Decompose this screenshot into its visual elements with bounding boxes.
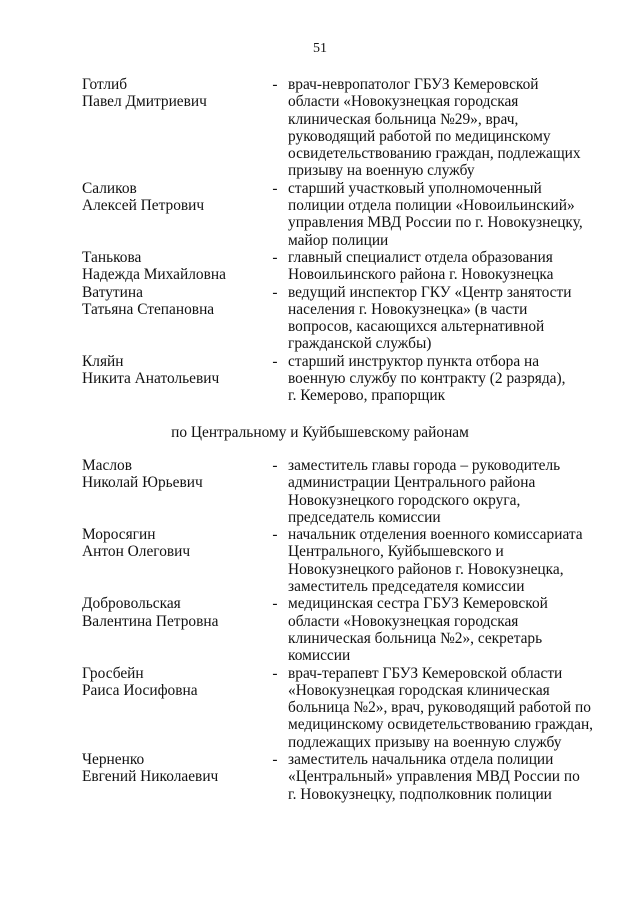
member-name <box>82 457 262 492</box>
member-position <box>288 284 602 353</box>
member-position <box>288 76 602 180</box>
member-entry <box>82 595 602 664</box>
member-entry <box>82 284 602 353</box>
member-entry <box>82 751 602 803</box>
member-surname: Кляйн <box>82 352 124 370</box>
page-number: 51 <box>313 41 327 56</box>
member-position <box>288 526 602 595</box>
member-surname: Моросягин <box>82 526 156 544</box>
separator-dash: - <box>272 283 278 301</box>
member-name <box>82 180 262 215</box>
member-entry <box>82 665 602 751</box>
position-line: области «Новокузнецкая городская <box>288 93 519 111</box>
position-line: населения г. Новокузнецка» (в части <box>288 300 528 318</box>
position-line: управления МВД России по г. Новокузнецку, <box>288 214 583 232</box>
member-entry <box>82 76 602 180</box>
member-surname: Танькова <box>82 248 142 266</box>
position-line: вопросов, касающихся альтернативной <box>288 318 545 336</box>
position-line: полиции отдела полиции «Новоильинский» <box>288 197 575 215</box>
member-surname: Ватутина <box>82 283 143 301</box>
member-position <box>288 751 602 803</box>
separator-dash: - <box>272 751 278 769</box>
member-position <box>288 180 602 249</box>
position-line: больница №2», врач, руководящий работой по <box>288 699 591 717</box>
member-position <box>288 595 602 664</box>
position-line: майор полиции <box>288 231 389 249</box>
separator-dash: - <box>272 76 278 93</box>
member-position <box>288 249 602 284</box>
separator-dash: - <box>272 595 278 613</box>
member-entry <box>82 249 602 284</box>
member-surname: Гросбейн <box>82 664 144 682</box>
member-given-names: Павел Дмитриевич <box>82 93 207 111</box>
position-line: медицинскому освидетельствованию граждан, <box>288 716 594 734</box>
separator-dash: - <box>272 526 278 544</box>
member-name <box>82 665 262 700</box>
member-position <box>288 665 602 751</box>
position-line: призыву на военную службу <box>288 162 475 180</box>
member-name <box>82 249 262 284</box>
district-subheading: по Центральному и Куйбышевскому районам <box>171 424 469 441</box>
position-line: врач-невропатолог ГБУЗ Кемеровской <box>288 76 539 93</box>
member-entry <box>82 526 602 595</box>
member-surname: Черненко <box>82 751 145 769</box>
position-line: медицинская сестра ГБУЗ Кемеровской <box>288 595 548 613</box>
member-position <box>288 457 602 526</box>
position-line: Новоильинского района г. Новокузнецка <box>288 266 554 284</box>
position-line: начальник отделения военного комиссариата <box>288 526 583 544</box>
position-line: старший инструктор пункта отбора на <box>288 352 540 370</box>
position-line: врач-терапевт ГБУЗ Кемеровской области <box>288 664 563 682</box>
position-line: «Центральный» управления МВД России по <box>288 768 580 786</box>
position-line: клиническая больница №2», секретарь <box>288 629 543 647</box>
position-line: г. Кемерово, прапорщик <box>288 387 446 405</box>
member-surname: Маслов <box>82 457 132 474</box>
member-entry <box>82 180 602 249</box>
member-name <box>82 76 262 111</box>
position-line: старший участковый уполномоченный <box>288 179 542 197</box>
commission-members-list <box>82 76 602 405</box>
position-line: заместитель председателя комиссии <box>288 578 525 596</box>
position-line: администрации Центрального района <box>288 474 536 492</box>
position-line: заместитель начальника отдела полиции <box>288 751 554 769</box>
member-given-names: Алексей Петрович <box>82 197 205 215</box>
member-position <box>288 353 602 405</box>
position-line: комиссии <box>288 647 351 665</box>
separator-dash: - <box>272 457 278 474</box>
position-line: «Новокузнецкая городская клиническая <box>288 681 550 699</box>
member-given-names: Никита Анатольевич <box>82 370 220 388</box>
member-given-names: Евгений Николаевич <box>82 768 219 786</box>
position-line: г. Новокузнецку, подполковник полиции <box>288 785 552 803</box>
separator-dash: - <box>272 179 278 197</box>
separator-dash: - <box>272 352 278 370</box>
member-entry <box>82 457 602 526</box>
member-given-names: Николай Юрьевич <box>82 474 203 492</box>
member-given-names: Надежда Михайловна <box>82 266 226 284</box>
position-line: освидетельствованию граждан, подлежащих <box>288 145 581 163</box>
separator-dash: - <box>272 664 278 682</box>
member-name <box>82 751 262 786</box>
position-line: Новокузнецкого районов г. Новокузнецка, <box>288 560 564 578</box>
member-entry <box>82 353 602 405</box>
member-surname: Добровольская <box>82 595 181 613</box>
position-line: заместитель главы города – руководитель <box>288 457 561 474</box>
member-name <box>82 284 262 319</box>
separator-dash: - <box>272 248 278 266</box>
position-line: руководящий работой по медицинскому <box>288 127 551 145</box>
position-line: ведущий инспектор ГКУ «Центр занятости <box>288 283 572 301</box>
position-line: области «Новокузнецкая городская <box>288 612 519 630</box>
position-line: Новокузнецкого городского округа, <box>288 491 521 509</box>
position-line: клиническая больница №29», врач, <box>288 110 519 128</box>
member-name <box>82 595 262 630</box>
member-surname: Готлиб <box>82 76 128 93</box>
member-given-names: Антон Олегович <box>82 543 191 561</box>
member-given-names: Валентина Петровна <box>82 612 219 630</box>
position-line: главный специалист отдела образования <box>288 248 553 266</box>
position-line: гражданской службы) <box>288 335 432 353</box>
member-given-names: Татьяна Степановна <box>82 300 215 318</box>
central-kuibyshev-commission-list <box>82 457 602 803</box>
member-surname: Саликов <box>82 179 137 197</box>
position-line: подлежащих призыву на военную службу <box>288 733 562 751</box>
member-name <box>82 526 262 561</box>
member-name <box>82 353 262 388</box>
position-line: Центрального, Куйбышевского и <box>288 543 504 561</box>
position-line: председатель комиссии <box>288 508 441 526</box>
position-line: военную службу по контракту (2 разряда), <box>288 370 566 388</box>
member-given-names: Раиса Иосифовна <box>82 681 198 699</box>
